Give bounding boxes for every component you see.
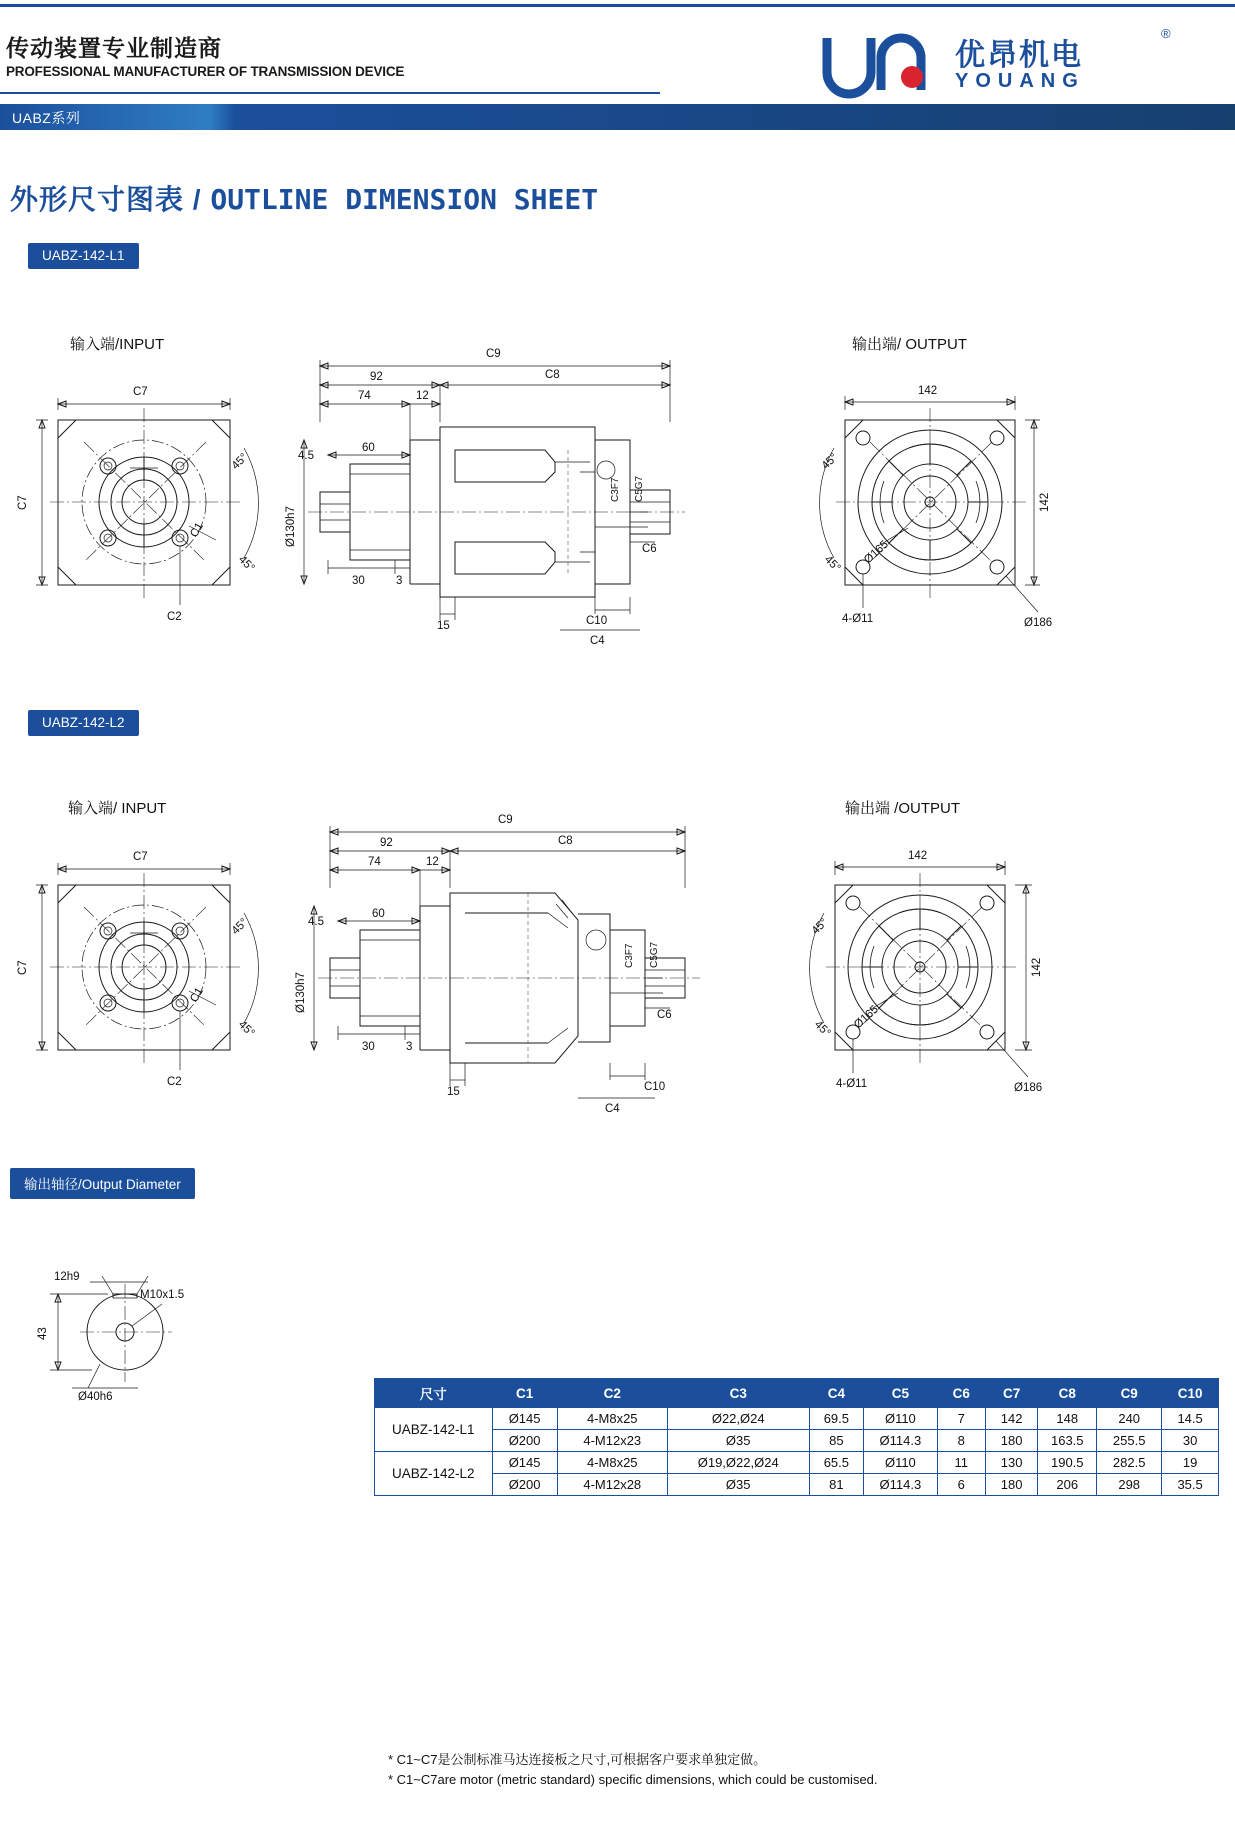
cell: 6 (937, 1474, 985, 1496)
dim-c8-l2: C8 (558, 835, 573, 847)
dim-dia186-l1: Ø186 (1024, 617, 1053, 629)
cell: 19 (1162, 1452, 1219, 1474)
section-tag-l1: UABZ-142-L1 (28, 243, 139, 269)
dim-c9-l1: C9 (486, 348, 501, 360)
dim-shaft-dia: Ø40h6 (78, 1391, 113, 1403)
dim-c7-top-l1: C7 (133, 386, 148, 398)
dim-c9-l2: C9 (498, 814, 513, 826)
cell: 240 (1097, 1408, 1162, 1430)
drawing-l1-side (285, 348, 720, 652)
th-6: C6 (937, 1379, 985, 1408)
dim-c10-l1: C10 (586, 615, 608, 627)
cell: 180 (985, 1430, 1037, 1452)
cell: Ø145 (492, 1452, 557, 1474)
table-header-row (375, 1379, 1219, 1408)
cell: 130 (985, 1452, 1037, 1474)
input-label-l1: 输入端/INPUT (70, 336, 165, 353)
th-7: C7 (985, 1379, 1037, 1408)
dim-angle1-l2: 45° (229, 916, 251, 938)
cell: 142 (985, 1408, 1037, 1430)
dim-thread: M10x1.5 (140, 1289, 185, 1301)
cell: 7 (937, 1408, 985, 1430)
dim-angle1-out-l1: 45° (819, 451, 841, 473)
cell: 81 (809, 1474, 864, 1496)
dim-15-l2: 15 (447, 1086, 460, 1098)
dim-dia165-l1: Ø165 (861, 538, 891, 567)
table-row (375, 1408, 1219, 1430)
th-4: C4 (809, 1379, 864, 1408)
dim-angle1-out-l2: 45° (809, 916, 831, 938)
dim-12-l2: 12 (426, 856, 439, 868)
page-title (10, 178, 598, 218)
th-5: C5 (864, 1379, 937, 1408)
cell: 148 (1038, 1408, 1097, 1430)
th-9: C9 (1097, 1379, 1162, 1408)
dim-c4-l1: C4 (590, 635, 605, 647)
cell: Ø114.3 (864, 1430, 937, 1452)
table-row (375, 1474, 1219, 1496)
logo-text-en: YOUANG (955, 70, 1085, 92)
dim-dia186-l2: Ø186 (1014, 1082, 1043, 1094)
dim-45-l1: 4.5 (298, 450, 314, 462)
dim-74-l1: 74 (358, 390, 371, 402)
dim-c7-top-l2: C7 (133, 851, 148, 863)
dim-142-top-l1: 142 (918, 385, 938, 397)
page-title-cn: 外形尺寸图表 / (10, 184, 211, 215)
input-label-l2: 输入端/ INPUT (68, 800, 167, 817)
output-label-l1: 输出端/ OUTPUT (852, 336, 967, 353)
dim-60-l1: 60 (362, 442, 375, 454)
dim-c8-l1: C8 (545, 369, 560, 381)
dim-30-l2: 30 (362, 1041, 375, 1053)
dim-c6-l1: C6 (642, 543, 657, 555)
table-row (375, 1430, 1219, 1452)
cell: 69.5 (809, 1408, 864, 1430)
dim-c5g7-l2: C5G7 (649, 941, 660, 968)
th-2: C2 (557, 1379, 667, 1408)
cell: 35.5 (1162, 1474, 1219, 1496)
th-0: 尺寸 (375, 1379, 493, 1408)
dim-c10-l2: C10 (644, 1081, 666, 1093)
cell: 14.5 (1162, 1408, 1219, 1430)
dim-c6-l2: C6 (657, 1009, 672, 1021)
dim-92-l2: 92 (380, 837, 393, 849)
dim-angle2-l1: 45° (235, 553, 257, 575)
row-model-l1: UABZ-142-L1 (375, 1408, 493, 1452)
dim-holes-l1: 4-Ø11 (842, 613, 874, 625)
dim-dia165-l2: Ø165 (851, 1003, 881, 1032)
cell: Ø200 (492, 1430, 557, 1452)
dim-142-right-l2: 142 (1031, 957, 1043, 977)
cell: 65.5 (809, 1452, 864, 1474)
dim-c3f7-l2: C3F7 (624, 943, 635, 968)
th-1: C1 (492, 1379, 557, 1408)
cell: Ø19,Ø22,Ø24 (667, 1452, 809, 1474)
th-8: C8 (1038, 1379, 1097, 1408)
logo-mark-icon (817, 32, 937, 94)
cell: 298 (1097, 1474, 1162, 1496)
table-row (375, 1452, 1219, 1474)
dim-c2-l1: C2 (167, 611, 182, 623)
dim-60-l2: 60 (372, 908, 385, 920)
dim-15-l1: 15 (437, 620, 450, 632)
cell: 180 (985, 1474, 1037, 1496)
drawing-l2-input (17, 845, 290, 1115)
cell: Ø114.3 (864, 1474, 937, 1496)
dim-c5g7-l1: C5G7 (634, 475, 645, 502)
cell: Ø22,Ø24 (667, 1408, 809, 1430)
dim-key-width: 12h9 (54, 1271, 80, 1283)
note-en: * C1~C7are motor (metric standard) specific dimensions, which could be customised. (388, 1772, 878, 1788)
spec-table (374, 1378, 1219, 1496)
dim-dia130-l1: Ø130h7 (285, 506, 297, 547)
page-header (0, 20, 1235, 100)
cell: 4-M8x25 (557, 1408, 667, 1430)
note-cn: * C1~C7是公制标准马达连接板之尺寸,可根据客户要求单独定做。 (388, 1752, 767, 1767)
series-bar (0, 104, 1235, 130)
dim-c7-left-l2: C7 (17, 960, 29, 975)
cell: 282.5 (1097, 1452, 1162, 1474)
row-model-l2: UABZ-142-L2 (375, 1452, 493, 1496)
drawing-l1-output (790, 380, 1070, 650)
dim-74-l2: 74 (368, 856, 381, 868)
page-title-en: OUTLINE DIMENSION SHEET (210, 183, 599, 216)
cell: Ø110 (864, 1452, 937, 1474)
th-10: C10 (1162, 1379, 1219, 1408)
th-3: C3 (667, 1379, 809, 1408)
dim-142-right-l1: 142 (1039, 492, 1051, 512)
cell: 4-M12x28 (557, 1474, 667, 1496)
dim-45-l2: 4.5 (308, 916, 324, 928)
dim-angle1-l1: 45° (229, 451, 251, 473)
cell: 8 (937, 1430, 985, 1452)
cell: 4-M12x23 (557, 1430, 667, 1452)
dim-dia130-l2: Ø130h7 (295, 972, 307, 1013)
company-name-cn: 传动装置专业制造商 (6, 35, 222, 61)
output-diameter-tag: 输出轴径/Output Diameter (10, 1168, 195, 1199)
dim-c1-l1: C1 (188, 520, 206, 540)
drawing-l2-side (295, 814, 740, 1118)
logo (737, 26, 1217, 106)
cell: 190.5 (1038, 1452, 1097, 1474)
cell: 206 (1038, 1474, 1097, 1496)
dim-angle2-l2: 45° (235, 1018, 257, 1040)
dim-holes-l2: 4-Ø11 (836, 1078, 868, 1090)
output-label-l2: 输出端 /OUTPUT (845, 800, 960, 817)
dim-3-l1: 3 (396, 575, 403, 587)
dim-142-top-l2: 142 (908, 850, 928, 862)
dim-c2-l2: C2 (167, 1076, 182, 1088)
registered-mark: ® (1161, 26, 1171, 41)
dim-c1-l2: C1 (188, 985, 206, 1005)
cell: 30 (1162, 1430, 1219, 1452)
cell: 11 (937, 1452, 985, 1474)
cell: 85 (809, 1430, 864, 1452)
series-label: UABZ系列 (12, 110, 81, 126)
dim-key-height: 43 (37, 1327, 49, 1340)
top-rule (0, 4, 1235, 7)
cell: Ø110 (864, 1408, 937, 1430)
cell: 255.5 (1097, 1430, 1162, 1452)
drawing-output-diameter (20, 1270, 250, 1403)
dim-angle2-out-l2: 45° (811, 1018, 833, 1040)
section-tag-l2: UABZ-142-L2 (28, 710, 139, 736)
header-divider (0, 92, 660, 94)
cell: Ø35 (667, 1474, 809, 1496)
dim-12-l1: 12 (416, 390, 429, 402)
cell: 4-M8x25 (557, 1452, 667, 1474)
logo-text-cn: 优昂机电 (955, 39, 1083, 72)
dim-angle2-out-l1: 45° (821, 553, 843, 575)
company-name-en: PROFESSIONAL MANUFACTURER OF TRANSMISSION DEVICE (6, 64, 405, 79)
table-notes (388, 1750, 1218, 1790)
dim-3-l2: 3 (406, 1041, 413, 1053)
drawing-l2-output (780, 845, 1070, 1115)
dim-c3f7-l1: C3F7 (610, 477, 621, 502)
cell: Ø145 (492, 1408, 557, 1430)
dim-92-l1: 92 (370, 371, 383, 383)
cell: Ø200 (492, 1474, 557, 1496)
dim-c4-l2: C4 (605, 1103, 620, 1115)
cell: 163.5 (1038, 1430, 1097, 1452)
dim-c7-left-l1: C7 (17, 495, 29, 510)
drawing-l1-input (17, 380, 290, 650)
cell: Ø35 (667, 1430, 809, 1452)
dim-30-l1: 30 (352, 575, 365, 587)
